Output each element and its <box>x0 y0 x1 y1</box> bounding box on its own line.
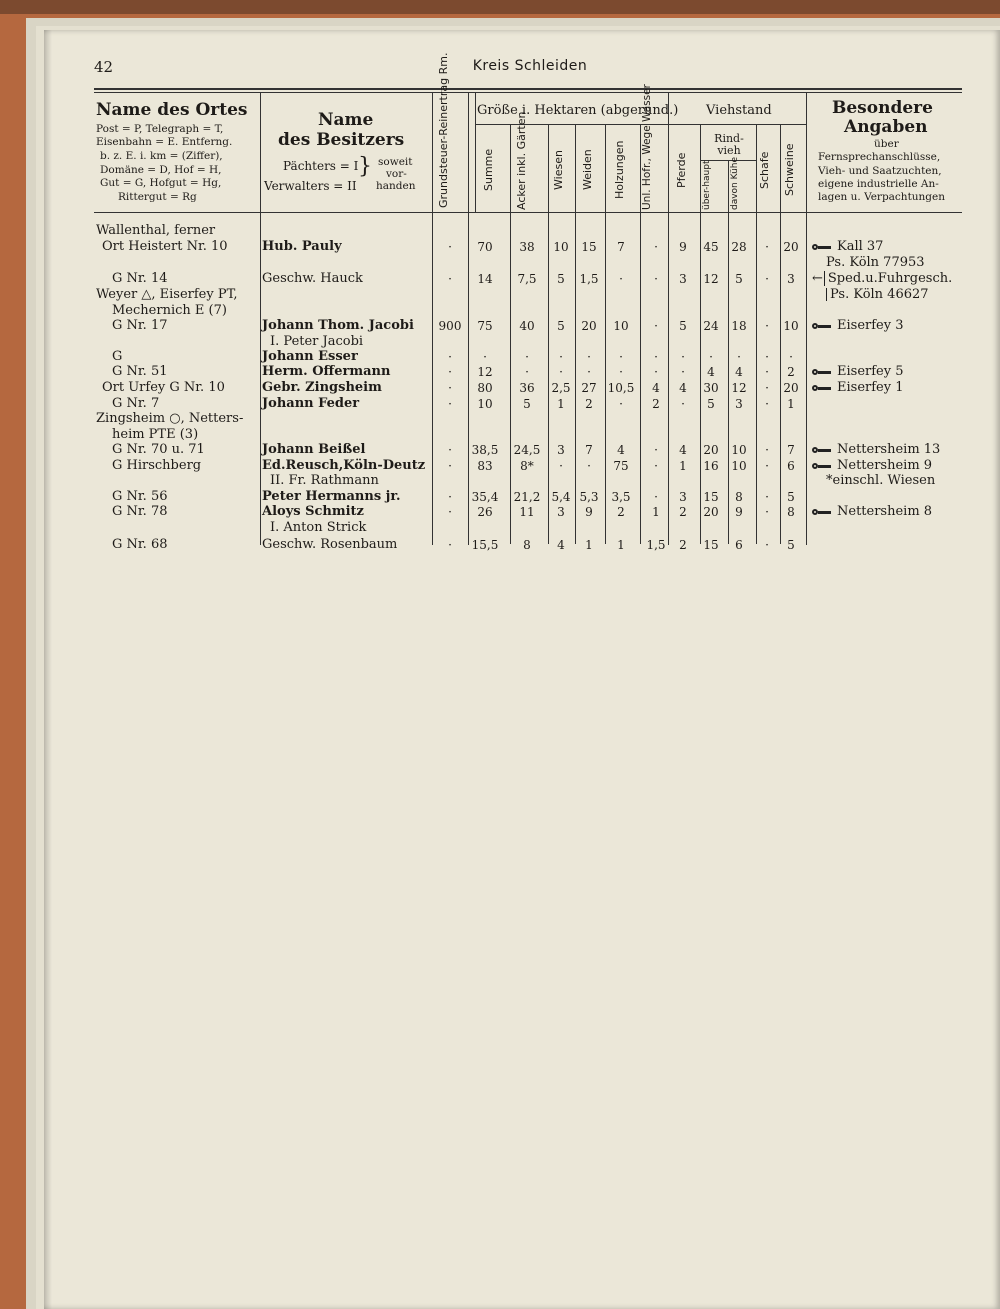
table-cell: · <box>619 397 623 411</box>
table-cell: · <box>448 365 452 379</box>
size-group-header: Größe i. Hektaren (abgerund.) <box>477 103 679 118</box>
table-cell: · <box>654 443 658 457</box>
table-cell: · <box>448 350 452 364</box>
col-header-wiesen: Wiesen <box>552 150 565 190</box>
owner-cell: Ed.Reusch,Köln-Deutz <box>262 458 426 473</box>
table-cell: 5 <box>787 538 795 552</box>
place-legend-line: Rittergut = Rg <box>118 191 197 203</box>
table-cell: 24,5 <box>513 443 541 457</box>
owner-cell: Johann Esser <box>262 349 358 364</box>
owner-legend: handen <box>376 180 416 192</box>
table-cell: · <box>587 350 591 364</box>
table-cell: 10 <box>731 459 747 473</box>
table-cell: 6 <box>787 459 795 473</box>
table-cell: 75 <box>613 459 629 473</box>
notes-legend: eigene industrielle An- <box>818 178 939 190</box>
table-cell: · <box>654 319 658 333</box>
table-cell: · <box>765 459 769 473</box>
table-cell: 26 <box>477 505 493 519</box>
table-cell: 8 <box>787 505 795 519</box>
col-header-ueberhaupt: über-haupt <box>702 160 712 210</box>
table-cell: 10 <box>477 397 493 411</box>
col-rule <box>575 124 576 544</box>
table-cell: · <box>765 490 769 504</box>
table-cell: · <box>737 350 741 364</box>
table-cell: 1 <box>787 397 795 411</box>
table-cell: 24 <box>703 319 719 333</box>
table-cell: 45 <box>703 240 719 254</box>
owner-cell: Johann Feder <box>262 396 360 411</box>
table-cell: · <box>559 350 563 364</box>
place-cell: G Nr. 51 <box>112 364 168 379</box>
table-cell: · <box>448 381 452 395</box>
col-rule <box>700 124 701 544</box>
brace: } <box>358 154 372 179</box>
arrow-left-icon: ← <box>812 271 823 286</box>
owner-header-title: Name <box>318 110 374 130</box>
table-cell: 38,5 <box>471 443 499 457</box>
note-cell: Ps. Köln 46627 <box>826 288 929 301</box>
table-cell: 1,5 <box>646 538 666 552</box>
table-cell: 10 <box>613 319 629 333</box>
table-cell: 10 <box>783 319 799 333</box>
table-cell: · <box>681 350 685 364</box>
table-cell: 1 <box>617 538 625 552</box>
table-cell: 2 <box>617 505 625 519</box>
col-header-pferde: Pferde <box>675 152 688 188</box>
table-cell: 3 <box>557 443 565 457</box>
note-cell: Ps. Köln 77953 <box>826 255 925 270</box>
table-cell: 10 <box>553 240 569 254</box>
col-header-summe: Summe <box>482 148 495 192</box>
telephone-icon <box>812 508 832 516</box>
table-cell: 20 <box>703 505 719 519</box>
owner-cell: Herm. Offermann <box>262 364 391 379</box>
table-cell: 12 <box>731 381 747 395</box>
place-cell: Ort Urfey G Nr. 10 <box>102 380 225 395</box>
owner-legend: soweit <box>378 156 413 168</box>
notes-legend: Fernsprechanschlüsse, <box>818 151 941 163</box>
note-cell: Eiserfey 3 <box>812 319 903 332</box>
table-cell: 20 <box>581 319 597 333</box>
table-cell: · <box>619 272 623 286</box>
table-cell: 5 <box>523 397 531 411</box>
table-cell: 14 <box>477 272 493 286</box>
note-cell: Eiserfey 5 <box>812 365 903 378</box>
table-cell: 2 <box>652 397 660 411</box>
owner-cell: Aloys Schmitz <box>262 504 364 519</box>
place-cell: Zingsheim ○, Netters- <box>96 411 244 426</box>
table-cell: 5,4 <box>551 490 571 504</box>
table-cell: 3,5 <box>611 490 631 504</box>
place-cell: heim PTE (3) <box>112 427 199 442</box>
table-cell: · <box>448 490 452 504</box>
col-header-kuehe: davon Kühe <box>730 156 740 210</box>
table-cell: · <box>448 459 452 473</box>
table-cell: · <box>448 272 452 286</box>
table-cell: · <box>559 365 563 379</box>
table-cell: 5 <box>557 319 565 333</box>
page-title: Kreis Schleiden <box>472 58 588 74</box>
col-rule <box>475 93 476 213</box>
table-cell: · <box>525 365 529 379</box>
table-cell: 80 <box>477 381 493 395</box>
place-cell: G Nr. 56 <box>112 489 168 504</box>
table-cell: · <box>765 538 769 552</box>
note-cell: Nettersheim 9 <box>812 459 932 472</box>
table-cell: 11 <box>519 505 535 519</box>
table-cell: 3 <box>557 505 565 519</box>
table-cell: 8 <box>523 538 531 552</box>
place-cell: G Nr. 7 <box>112 396 160 411</box>
table-cell: 3 <box>735 397 743 411</box>
table-cell: 21,2 <box>513 490 541 504</box>
table-cell: · <box>619 350 623 364</box>
telephone-icon <box>812 446 832 454</box>
owner-cell: Gebr. Zingsheim <box>262 380 382 395</box>
table-cell: · <box>587 459 591 473</box>
livestock-group-rule <box>673 124 807 125</box>
table-cell: · <box>654 272 658 286</box>
table-cell: 3 <box>679 490 687 504</box>
table-cell: · <box>654 365 658 379</box>
table-cell: · <box>587 365 591 379</box>
table-cell: 1 <box>652 505 660 519</box>
table-cell: · <box>654 240 658 254</box>
col-rule <box>510 124 511 544</box>
table-cell: 20 <box>703 443 719 457</box>
place-cell: G <box>112 349 123 364</box>
table-cell: · <box>765 381 769 395</box>
tax-header: Grundsteuer-Reinertrag Rm. <box>437 52 450 208</box>
place-cell: G Nr. 17 <box>112 318 168 333</box>
place-cell: G Nr. 68 <box>112 537 168 552</box>
col-rule <box>756 124 757 544</box>
table-cell: 15 <box>703 490 719 504</box>
table-cell: 2 <box>679 538 687 552</box>
table-cell: 7 <box>617 240 625 254</box>
owner-cell: Johann Thom. Jacobi <box>262 318 414 333</box>
table-cell: 5 <box>679 319 687 333</box>
table-cell: · <box>448 505 452 519</box>
table-cell: 4 <box>652 381 660 395</box>
table-cell: · <box>448 538 452 552</box>
table-cell: · <box>765 443 769 457</box>
col-rule <box>806 93 807 545</box>
table-cell: 4 <box>679 443 687 457</box>
col-rule <box>548 124 549 544</box>
table-cell: · <box>765 272 769 286</box>
table-cell: · <box>654 490 658 504</box>
col-header-schweine: Schweine <box>783 143 796 197</box>
table-cell: 12 <box>477 365 493 379</box>
owner-legend: Verwalters = II <box>264 179 357 193</box>
table-cell: 28 <box>731 240 747 254</box>
table-cell: 8 <box>735 490 743 504</box>
table-cell: 1 <box>557 397 565 411</box>
table-cell: 1,5 <box>579 272 599 286</box>
table-cell: 4 <box>735 365 743 379</box>
table-cell: 4 <box>557 538 565 552</box>
col-header-weiden: Weiden <box>581 149 594 191</box>
table-cell: · <box>681 365 685 379</box>
owner-cell: Johann Beißel <box>262 442 366 457</box>
note-cell: Eiserfey 1 <box>812 381 903 394</box>
table-top-rule <box>94 88 962 90</box>
owner-cell: Hub. Pauly <box>262 239 342 254</box>
table-cell: 4 <box>679 381 687 395</box>
table-cell: 75 <box>477 319 493 333</box>
place-cell: Mechernich E (7) <box>112 303 227 318</box>
table-cell: 3 <box>787 272 795 286</box>
table-cell: · <box>654 459 658 473</box>
table-cell: 4 <box>617 443 625 457</box>
table-cell: · <box>619 365 623 379</box>
table-cell: 10 <box>731 443 747 457</box>
table-cell: 4 <box>707 365 715 379</box>
table-cell: · <box>448 443 452 457</box>
table-cell: 16 <box>703 459 719 473</box>
table-cell: · <box>559 459 563 473</box>
notes-legend: über <box>874 138 899 150</box>
table-cell: 30 <box>703 381 719 395</box>
table-cell: · <box>765 397 769 411</box>
table-cell: · <box>765 505 769 519</box>
table-cell: 8* <box>520 459 534 473</box>
table-cell: 900 <box>438 319 462 333</box>
table-cell: 12 <box>703 272 719 286</box>
place-header-title: Name des Ortes <box>96 100 248 120</box>
table-cell: · <box>448 397 452 411</box>
table-top-rule-2 <box>94 92 962 93</box>
col-header-acker: Acker inkl. Gärten <box>515 111 528 210</box>
place-cell: Weyer △, Eiserfey PT, <box>96 287 238 302</box>
header-bottom-rule <box>94 212 962 213</box>
place-cell: G Nr. 70 u. 71 <box>112 442 205 457</box>
table-cell: · <box>654 350 658 364</box>
table-cell: 9 <box>585 505 593 519</box>
gutter-shadow <box>44 30 52 1309</box>
table-cell: 7 <box>787 443 795 457</box>
notes-legend: Vieh- und Saatzuchten, <box>818 165 942 177</box>
table-cell: 9 <box>735 505 743 519</box>
table-cell: 2,5 <box>551 381 571 395</box>
table-cell: 5 <box>735 272 743 286</box>
table-cell: · <box>765 319 769 333</box>
place-cell: Ort Heistert Nr. 10 <box>102 239 228 254</box>
table-cell: · <box>765 240 769 254</box>
note-cell: Kall 37 <box>812 240 883 253</box>
note-cell: Nettersheim 13 <box>812 443 940 456</box>
place-legend-line: Eisenbahn = E. Entferng. <box>96 136 233 148</box>
table-cell: 5,3 <box>579 490 599 504</box>
col-header-unland: Unl. Hofr., Wege Wasser <box>641 84 653 210</box>
owner-legend: Pächters = I <box>283 159 359 173</box>
table-cell: · <box>448 240 452 254</box>
table-cell: 5 <box>707 397 715 411</box>
telephone-icon <box>812 462 832 470</box>
table-cell: 6 <box>735 538 743 552</box>
book-page <box>44 30 1000 1309</box>
place-cell: G Hirschberg <box>112 458 202 473</box>
table-cell: 2 <box>787 365 795 379</box>
notes-legend: lagen u. Verpachtungen <box>818 191 946 203</box>
cover-edge <box>0 0 1000 14</box>
table-cell: 15 <box>703 538 719 552</box>
table-cell: 36 <box>519 381 535 395</box>
table-cell: · <box>709 350 713 364</box>
place-cell: G Nr. 14 <box>112 271 168 286</box>
telephone-icon <box>812 322 832 330</box>
table-cell: 18 <box>731 319 747 333</box>
note-cell: Nettersheim 8 <box>812 505 932 518</box>
table-cell: 15,5 <box>471 538 499 552</box>
place-legend-line: b. z. E. i. km = (Ziffer), <box>100 150 223 162</box>
owner-cell: I. Peter Jacobi <box>270 334 364 349</box>
owner-cell: Peter Hermanns jr. <box>262 489 401 504</box>
table-cell: · <box>765 365 769 379</box>
table-cell: 1 <box>679 459 687 473</box>
telephone-icon <box>812 384 832 392</box>
table-cell: 7 <box>585 443 593 457</box>
notes-header-title: Besondere <box>832 98 933 118</box>
note-cell: *einschl. Wiesen <box>826 473 936 488</box>
col-header-schafe: Schafe <box>758 151 771 189</box>
place-legend-line: Domäne = D, Hof = H, <box>100 164 222 176</box>
notes-header-title: Angaben <box>844 117 928 137</box>
table-cell: 3 <box>679 272 687 286</box>
owner-cell: I. Anton Strick <box>270 520 367 535</box>
place-legend-line: Post = P, Telegraph = T, <box>96 123 224 135</box>
owner-cell: Geschw. Rosenbaum <box>262 537 398 552</box>
table-cell: 5 <box>787 490 795 504</box>
col-rule <box>668 93 669 545</box>
table-cell: · <box>681 397 685 411</box>
col-header-holzungen: Holzungen <box>613 140 626 200</box>
place-legend-line: Gut = G, Hofgut = Hg, <box>100 177 222 189</box>
table-cell: 1 <box>585 538 593 552</box>
col-rule <box>468 93 469 545</box>
table-cell: · <box>789 350 793 364</box>
table-cell: 27 <box>581 381 597 395</box>
note-cell: ← Sped.u.Fuhrgesch. <box>812 271 953 286</box>
table-cell: 7,5 <box>517 272 537 286</box>
table-cell: 15 <box>581 240 597 254</box>
owner-cell: Geschw. Hauck <box>262 271 363 286</box>
table-cell: 9 <box>679 240 687 254</box>
table-cell: 2 <box>585 397 593 411</box>
table-cell: · <box>525 350 529 364</box>
owner-legend: vor- <box>386 168 407 180</box>
table-cell: 10,5 <box>607 381 635 395</box>
table-cell: 5 <box>557 272 565 286</box>
table-cell: 38 <box>519 240 535 254</box>
col-rule <box>260 93 261 545</box>
table-cell: 2 <box>679 505 687 519</box>
table-cell: · <box>765 350 769 364</box>
page-number: 42 <box>94 58 114 76</box>
col-rule <box>605 124 606 544</box>
livestock-header: Viehstand <box>706 103 772 118</box>
table-cell: 83 <box>477 459 493 473</box>
telephone-icon <box>812 368 832 376</box>
cattle-group-header: Rind-vieh <box>714 132 744 158</box>
table-cell: 20 <box>783 381 799 395</box>
table-cell: · <box>483 350 487 364</box>
owner-cell: II. Fr. Rathmann <box>270 473 379 488</box>
col-rule <box>432 93 433 545</box>
owner-header-title: des Besitzers <box>278 130 405 150</box>
place-cell: G Nr. 78 <box>112 504 168 519</box>
table-cell: 70 <box>477 240 493 254</box>
telephone-icon <box>812 243 832 251</box>
table-cell: 35,4 <box>471 490 499 504</box>
table-cell: 20 <box>783 240 799 254</box>
table-cell: 40 <box>519 319 535 333</box>
col-rule <box>780 124 781 544</box>
place-cell: Wallenthal, ferner <box>96 223 216 238</box>
